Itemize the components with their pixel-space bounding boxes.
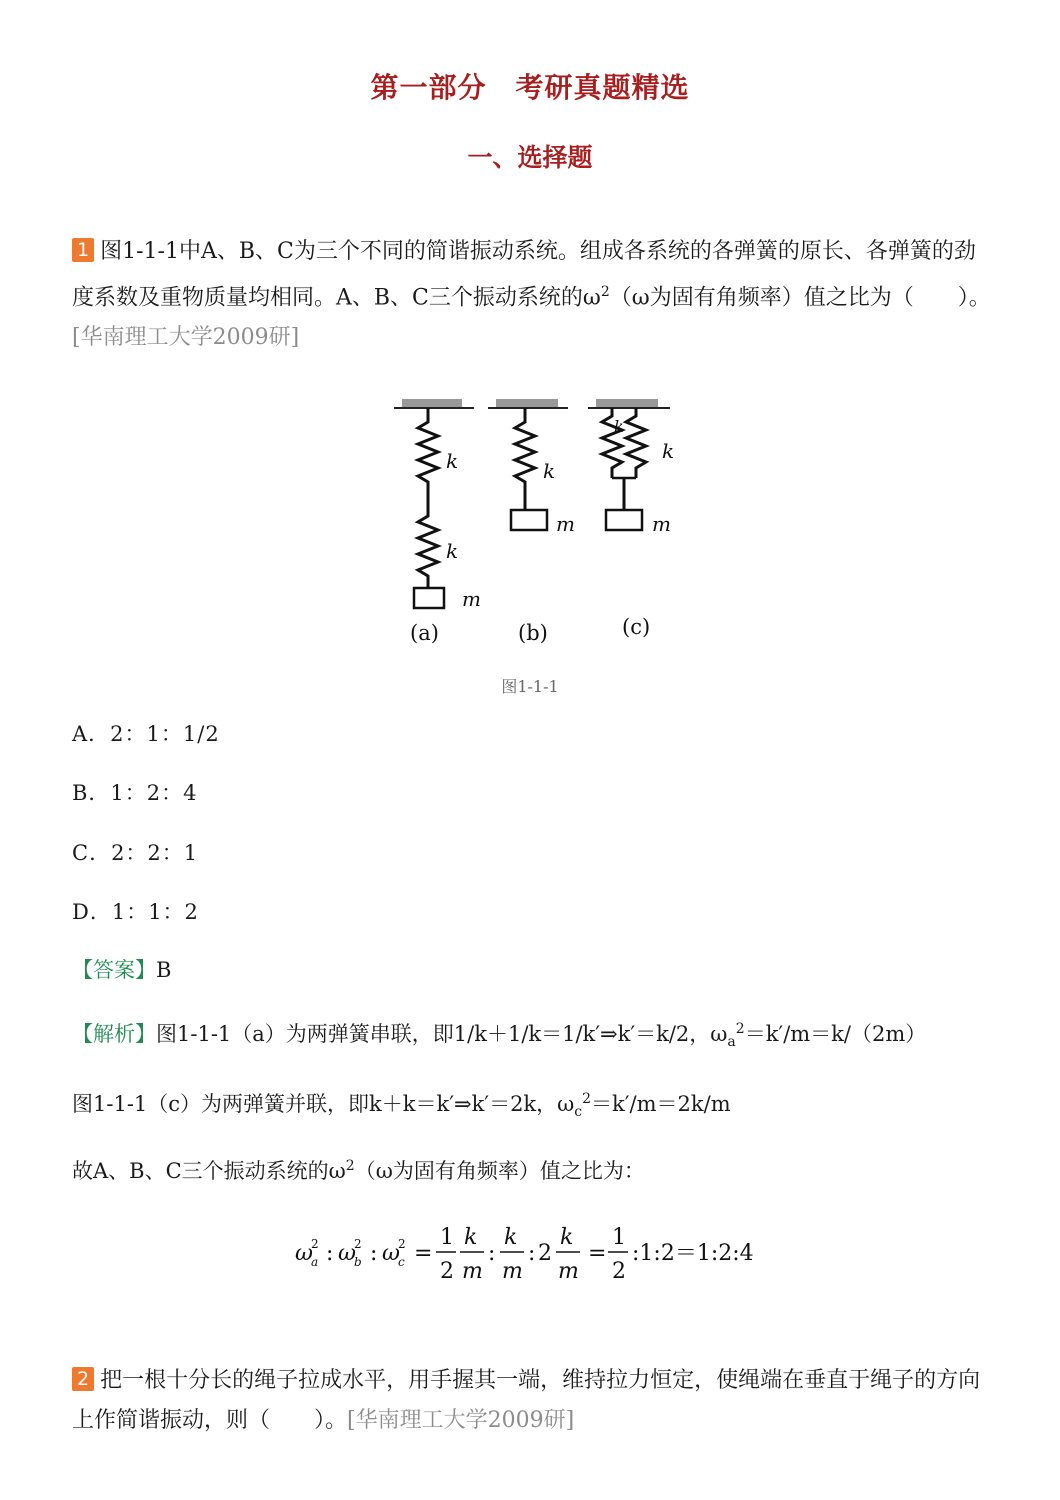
panel-label-a: (a): [410, 621, 439, 645]
colon: :: [488, 1241, 496, 1266]
denominator: m: [462, 1259, 483, 1284]
mass-b: [511, 510, 547, 530]
question-number-badge: 1: [72, 238, 94, 262]
spring-c-right: [626, 408, 646, 478]
superscript: 2: [582, 1091, 592, 1107]
answer-line: [72, 954, 171, 984]
spring-systems-figure: [380, 388, 700, 663]
colon: :: [326, 1241, 334, 1266]
analysis-line-1: [72, 1018, 926, 1050]
spring-a-lower: [418, 508, 438, 588]
equals: =: [414, 1241, 433, 1266]
option-b: B．1：2：4: [72, 781, 198, 805]
analysis-text: （ω为固有角频率）值之比为：: [354, 1159, 645, 1183]
coefficient: 2: [538, 1241, 552, 1266]
sub: a: [311, 1255, 319, 1269]
panel-label-b: (b): [518, 621, 548, 645]
question-superscript: 2: [600, 284, 610, 300]
answer-value: B: [156, 958, 172, 982]
colon: :: [528, 1241, 536, 1266]
system-c: [602, 408, 646, 530]
sub: c: [398, 1255, 405, 1269]
numerator: 1: [440, 1225, 454, 1250]
analysis-line-3: [72, 1155, 645, 1185]
denominator: 2: [440, 1259, 454, 1284]
numerator: 1: [612, 1225, 626, 1250]
numerator: k: [464, 1225, 478, 1250]
sup: 2: [354, 1237, 362, 1251]
omega: ω: [295, 1241, 313, 1266]
analysis-text: 故A、B、C三个振动系统的ω: [72, 1159, 346, 1183]
denominator: m: [558, 1259, 579, 1284]
panel-label-c: (c): [622, 615, 651, 639]
numerator: k: [504, 1225, 518, 1250]
ratio-formula: [290, 1218, 790, 1293]
part-title: 第一部分 考研真题精选: [370, 71, 690, 104]
subscript: a: [727, 1034, 736, 1051]
question-text-cont: （ω为固有角频率）值之比为（ ）。: [609, 285, 991, 311]
label-m: m: [652, 512, 671, 536]
label-k: k: [543, 459, 556, 483]
option-a: A．2：1：1/2: [72, 722, 220, 746]
mass-a: [414, 588, 444, 608]
formula-tail: :1:2＝1:2:4: [632, 1241, 754, 1266]
sup: 2: [311, 1237, 319, 1251]
superscript: 2: [735, 1021, 745, 1037]
numerator: k: [560, 1225, 574, 1250]
question-1: [72, 232, 992, 358]
answer-label: 【答案】: [72, 958, 156, 982]
analysis-line-2: [72, 1088, 731, 1120]
label-m: m: [462, 587, 481, 611]
question-number-badge: 2: [72, 1367, 94, 1391]
colon: :: [370, 1241, 378, 1266]
label-k: k: [446, 449, 459, 473]
question-text: 图1-1-1中A、B、C为三个不同的简谐振动系统。组成各系统的各弹簧的原长、各弹簧的劲度系数及重物质量均相同。A、B、C三个振动系统的ω: [72, 239, 976, 311]
equals: =: [588, 1241, 607, 1266]
question-2: [72, 1361, 992, 1441]
analysis-text: ＝k′/m＝k/（2m）: [744, 1022, 927, 1046]
mass-c: [606, 510, 642, 530]
system-a: [414, 408, 444, 608]
ceiling-c: [588, 399, 670, 408]
sup: 2: [398, 1237, 406, 1251]
ceiling-b: [488, 399, 568, 408]
spring-b: [515, 408, 535, 510]
superscript: 2: [345, 1158, 355, 1174]
omega: ω: [338, 1241, 356, 1266]
figure-caption: 图1-1-1: [501, 677, 559, 696]
analysis-text: 图1-1-1（c）为两弹簧并联，即k＋k＝k′⇒k′＝2k，ω: [72, 1092, 575, 1116]
spring-a-upper: [418, 408, 438, 508]
question-source: [华南理工大学2009研]: [72, 325, 300, 351]
ceiling-a: [394, 399, 474, 408]
question-source: [华南理工大学2009研]: [347, 1408, 575, 1433]
analysis-label: 【解析】: [72, 1022, 156, 1046]
subscript: c: [574, 1104, 583, 1121]
analysis-text: ＝k′/m＝2k/m: [591, 1092, 731, 1116]
question-text: 把一根十分长的绳子拉成水平，用手握其一端，维持拉力恒定，使绳端在垂直于绳子的方向上作简谐振动，则（ ）。: [72, 1368, 981, 1433]
label-k: k: [446, 539, 459, 563]
section-title: 一、选择题: [467, 143, 593, 172]
denominator: 2: [612, 1259, 626, 1284]
denominator: m: [502, 1259, 523, 1284]
system-b: [511, 408, 547, 530]
analysis-text: 图1-1-1（a）为两弹簧串联，即1/k＋1/k＝1/k′⇒k′＝k/2，ω: [156, 1022, 728, 1046]
label-k: k: [614, 417, 624, 436]
label-m: m: [556, 512, 575, 536]
label-k: k: [662, 439, 675, 463]
option-d: D．1：1：2: [72, 900, 199, 924]
option-c: C．2：2：1: [72, 841, 199, 865]
sub: b: [354, 1255, 362, 1269]
omega: ω: [382, 1241, 400, 1266]
